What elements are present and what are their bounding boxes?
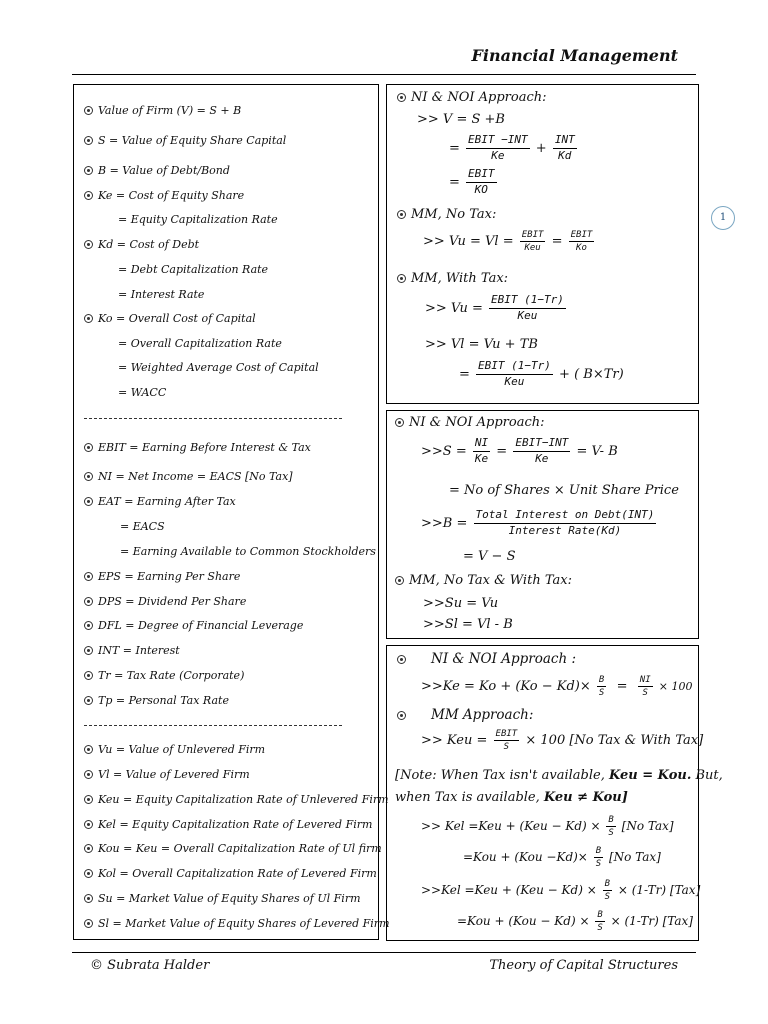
def-row: Vl = Value of Levered Firm bbox=[84, 768, 250, 781]
def-row: EBIT = Earning Before Interest & Tax bbox=[84, 441, 311, 454]
dashed-separator bbox=[84, 418, 342, 419]
def-row: Vu = Value of Unlevered Firm bbox=[84, 743, 265, 756]
def-row: = Earning Available to Common Stockholders bbox=[120, 545, 376, 558]
formula-line: = No of Shares × Unit Share Price bbox=[449, 483, 679, 498]
gear-icon bbox=[84, 820, 93, 829]
def-row: = Interest Rate bbox=[118, 288, 205, 301]
formula-line: >>Ke = Ko + (Ko − Kd)× $\frac{B}{S}$ = $\frac{NI}{S}$ × 100 bbox=[421, 675, 693, 699]
gear-icon bbox=[397, 711, 406, 720]
def-row: EPS = Earning Per Share bbox=[84, 570, 240, 583]
def-row: Sl = Market Value of Equity Shares of Levered Firm bbox=[84, 917, 390, 930]
formula-line: >>Su = Vu bbox=[423, 596, 499, 611]
gear-icon bbox=[84, 443, 93, 452]
formula-line: >>B = Total Interest on Debt(INT) Interest Rate(Kd) bbox=[421, 508, 655, 537]
formula-line: = EBIT (1−Tr) Keu + ( B×Tr) bbox=[459, 359, 624, 388]
def-row: INT = Interest bbox=[84, 644, 180, 657]
gear-icon bbox=[395, 576, 404, 585]
gear-icon bbox=[397, 274, 406, 283]
cost-of-equity-box bbox=[386, 645, 723, 941]
note-line: when Tax is available, Keu ≠ Kou] bbox=[395, 790, 628, 805]
formula-line: >> Vu = EBIT (1−Tr) Keu bbox=[425, 293, 564, 322]
formula-line: = EBIT −INT Ke + INT Kd bbox=[449, 133, 575, 162]
def-row: Kd = Cost of Debt bbox=[84, 238, 199, 251]
formula-line: >> Keu = EBIT S × 100 [No Tax & With Tax] bbox=[421, 729, 704, 753]
section-heading: MM Approach: bbox=[397, 707, 533, 723]
gear-icon bbox=[84, 671, 93, 680]
def-row: = Weighted Average Cost of Capital bbox=[118, 361, 319, 374]
gear-icon bbox=[84, 472, 93, 481]
section-heading: MM, No Tax: bbox=[397, 207, 496, 222]
def-row: Keu = Equity Capitalization Rate of Unlevered Firm bbox=[84, 793, 389, 806]
def-row: B = Value of Debt/Bond bbox=[84, 164, 230, 177]
section-heading: NI & NOI Approach: bbox=[397, 90, 547, 105]
dashed-separator bbox=[84, 725, 342, 726]
gear-icon bbox=[84, 795, 93, 804]
formula-line: =Kou + (Kou −Kd)× $\frac{B}{S}$ [No Tax] bbox=[463, 846, 661, 870]
def-row: Ke = Cost of Equity Share bbox=[84, 189, 244, 202]
formula-line: >> Vu = Vl = EBIT Keu = EBIT Ko bbox=[423, 230, 593, 254]
gear-icon bbox=[84, 572, 93, 581]
gear-icon bbox=[397, 655, 406, 664]
gear-icon bbox=[84, 894, 93, 903]
gear-icon bbox=[84, 745, 93, 754]
gear-icon bbox=[395, 418, 404, 427]
def-row: EAT = Earning After Tax bbox=[84, 495, 236, 508]
footer-topic: Theory of Capital Structures bbox=[489, 958, 678, 973]
def-row: = WACC bbox=[118, 386, 167, 399]
section-heading: NI & NOI Approach : bbox=[397, 651, 576, 667]
gear-icon bbox=[84, 844, 93, 853]
gear-icon bbox=[84, 869, 93, 878]
footer-author: © Subrata Halder bbox=[90, 958, 210, 973]
def-row: NI = Net Income = EACS [No Tax] bbox=[84, 470, 293, 483]
def-row: Ko = Overall Cost of Capital bbox=[84, 312, 256, 325]
page-number-badge: 1 bbox=[711, 206, 735, 230]
gear-icon bbox=[84, 919, 93, 928]
gear-icon bbox=[84, 106, 93, 115]
gear-icon bbox=[84, 314, 93, 323]
gear-icon bbox=[84, 497, 93, 506]
def-row: S = Value of Equity Share Capital bbox=[84, 134, 286, 147]
formula-line: >>Sl = Vl - B bbox=[423, 617, 513, 632]
section-heading: MM, No Tax & With Tax: bbox=[395, 573, 572, 588]
note-line: [Note: When Tax isn't available, Keu = Kou. But, bbox=[395, 768, 723, 783]
formula-line: >>S = $\frac{NI}{Ke}$ = EBIT−INT Ke = V- B bbox=[421, 436, 618, 465]
gear-icon bbox=[84, 621, 93, 630]
formula-line: = V − S bbox=[463, 549, 516, 564]
formula-line: = EBIT KO bbox=[449, 167, 495, 196]
gear-icon bbox=[84, 770, 93, 779]
gear-icon bbox=[84, 166, 93, 175]
formula-line: >> V = S +B bbox=[417, 112, 505, 127]
formula-line: >> Vl = Vu + TB bbox=[425, 337, 538, 352]
footer-rule bbox=[72, 952, 696, 953]
def-row: Tp = Personal Tax Rate bbox=[84, 694, 229, 707]
gear-icon bbox=[84, 696, 93, 705]
gear-icon bbox=[397, 93, 406, 102]
def-row: = Overall Capitalization Rate bbox=[118, 337, 282, 350]
gear-icon bbox=[84, 240, 93, 249]
def-row: Kol = Overall Capitalization Rate of Levered Firm bbox=[84, 867, 377, 880]
value-of-firm-box bbox=[386, 84, 699, 404]
def-row: Tr = Tax Rate (Corporate) bbox=[84, 669, 244, 682]
gear-icon bbox=[84, 191, 93, 200]
value-of-equity-box bbox=[386, 410, 699, 639]
def-row: DPS = Dividend Per Share bbox=[84, 595, 246, 608]
def-row: Value of Firm (V) = S + B bbox=[84, 104, 241, 117]
header-title: Financial Management bbox=[471, 46, 678, 65]
gear-icon bbox=[84, 597, 93, 606]
formula-line: >>Kel =Keu + (Keu − Kd) × $\frac{B}{S}$ × (1-Tr) [Tax] bbox=[421, 879, 701, 903]
def-row: = EACS bbox=[120, 520, 165, 533]
def-row: DFL = Degree of Financial Leverage bbox=[84, 619, 303, 632]
section-heading: NI & NOI Approach: bbox=[395, 415, 545, 430]
gear-icon bbox=[397, 210, 406, 219]
formula-line: =Kou + (Kou − Kd) × $\frac{B}{S}$ × (1-Tr) [Tax] bbox=[457, 910, 693, 934]
def-row: = Debt Capitalization Rate bbox=[118, 263, 269, 276]
definitions-panel bbox=[73, 84, 390, 940]
gear-icon bbox=[84, 646, 93, 655]
section-heading: MM, With Tax: bbox=[397, 271, 508, 286]
def-row: Kel = Equity Capitalization Rate of Levered Firm bbox=[84, 818, 372, 831]
def-row: Kou = Keu = Overall Capitalization Rate of Ul firm bbox=[84, 842, 382, 855]
header-rule bbox=[72, 74, 696, 75]
def-row: Su = Market Value of Equity Shares of Ul Firm bbox=[84, 892, 361, 905]
gear-icon bbox=[84, 136, 93, 145]
formula-line: >> Kel =Keu + (Keu − Kd) × $\frac{B}{S}$ [No Tax] bbox=[421, 815, 674, 839]
def-row: = Equity Capitalization Rate bbox=[118, 213, 278, 226]
